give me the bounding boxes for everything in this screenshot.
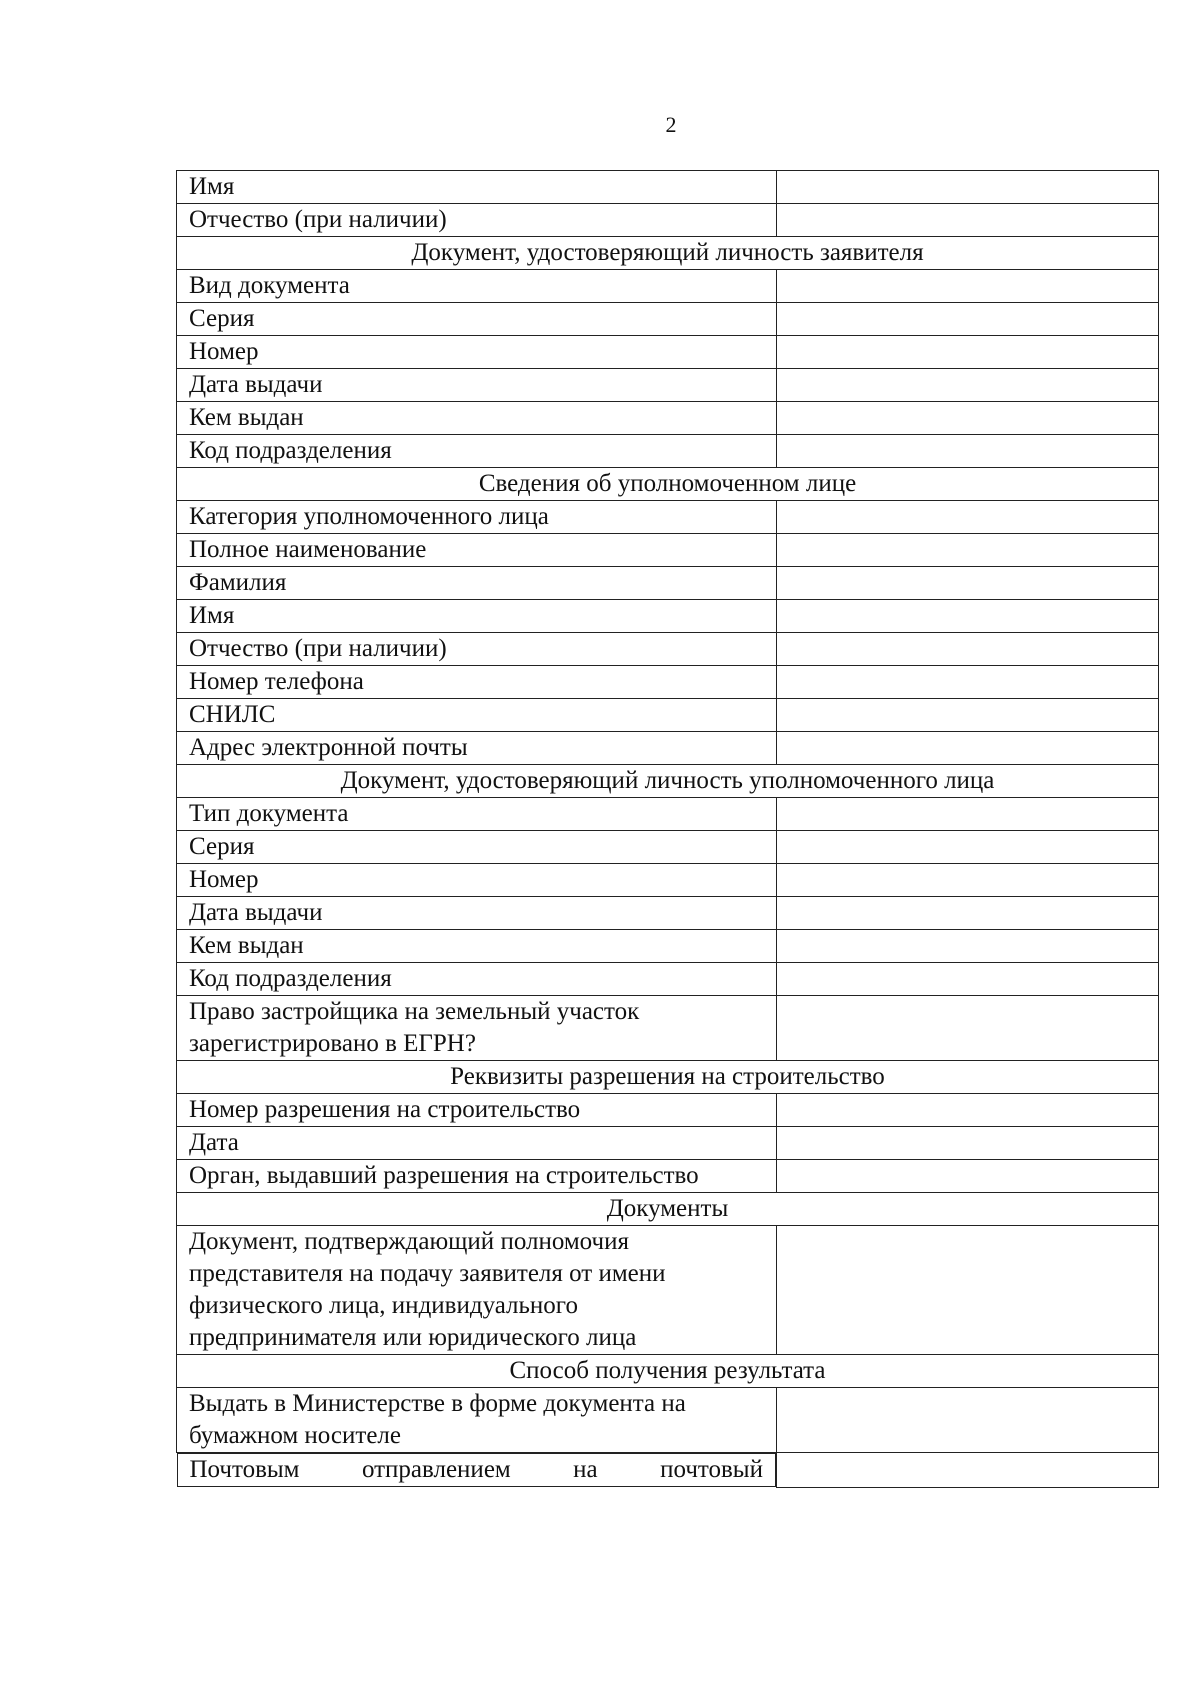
field-value-cell[interactable] — [777, 1226, 1159, 1355]
field-label: Имя — [177, 600, 777, 633]
field-value-cell[interactable] — [777, 897, 1159, 930]
field-label-word: почтовый — [660, 1456, 763, 1483]
field-value-cell[interactable] — [777, 699, 1159, 732]
page-number: 2 — [665, 112, 677, 137]
field-value-cell[interactable] — [777, 963, 1159, 996]
field-label: Документ, подтверждающий полномочия представителя на подачу заявителя от имени физического лица, индивидуального предпринимателя или юридического лица — [177, 1226, 777, 1355]
form-field-row — [177, 501, 1159, 534]
field-label: Код подразделения — [177, 435, 777, 468]
field-value-cell[interactable] — [777, 930, 1159, 963]
form-field-row — [177, 435, 1159, 468]
field-label-word: отправлением — [361, 1456, 511, 1483]
field-label: Кем выдан — [177, 402, 777, 435]
section-title: Способ получения результата — [177, 1355, 1159, 1388]
field-value-cell[interactable] — [777, 1160, 1159, 1193]
field-label: Выдать в Министерстве в форме документа на бумажном носителе — [177, 1388, 777, 1453]
field-value-cell[interactable] — [777, 1453, 1159, 1488]
field-value-cell[interactable] — [777, 666, 1159, 699]
field-label: Номер — [177, 864, 777, 897]
form-field-row — [177, 996, 1159, 1061]
field-label: Номер телефона — [177, 666, 777, 699]
field-value-cell[interactable] — [777, 303, 1159, 336]
field-label: Полное наименование — [177, 534, 777, 567]
section-title: Документ, удостоверяющий личность заявителя — [177, 237, 1159, 270]
field-value-cell[interactable] — [777, 204, 1159, 237]
form-field-row — [177, 402, 1159, 435]
field-value-cell[interactable] — [777, 435, 1159, 468]
form-field-row — [177, 1160, 1159, 1193]
form-field-row — [177, 600, 1159, 633]
form-field-row — [177, 567, 1159, 600]
form-field-row — [177, 1453, 1159, 1488]
section-title: Документы — [177, 1193, 1159, 1226]
form-field-row — [177, 666, 1159, 699]
field-value-cell[interactable] — [777, 864, 1159, 897]
field-value-cell[interactable] — [777, 633, 1159, 666]
form-field-row — [177, 369, 1159, 402]
application-form-table — [176, 170, 1159, 1488]
field-label: Код подразделения — [177, 963, 777, 996]
form-field-row — [177, 336, 1159, 369]
field-label: Кем выдан — [177, 930, 777, 963]
field-label: Дата выдачи — [177, 897, 777, 930]
field-value-cell[interactable] — [777, 798, 1159, 831]
field-label: Номер — [177, 336, 777, 369]
section-header-row — [177, 765, 1159, 798]
field-label-word: Почтовым — [189, 1456, 300, 1483]
field-value-cell[interactable] — [777, 336, 1159, 369]
form-field-row — [177, 831, 1159, 864]
field-label: Серия — [177, 303, 777, 336]
field-value-cell[interactable] — [777, 534, 1159, 567]
form-field-row — [177, 732, 1159, 765]
field-value-cell[interactable] — [777, 732, 1159, 765]
form-field-row — [177, 930, 1159, 963]
form-field-row — [177, 963, 1159, 996]
field-value-cell[interactable] — [777, 996, 1159, 1061]
field-label: Отчество (при наличии) — [177, 204, 777, 237]
field-value-cell[interactable] — [777, 1127, 1159, 1160]
field-value-cell[interactable] — [777, 831, 1159, 864]
field-label-word: на — [573, 1456, 598, 1483]
section-header-row — [177, 237, 1159, 270]
form-field-row — [177, 897, 1159, 930]
field-label: Имя — [177, 171, 777, 204]
field-label: Адрес электронной почты — [177, 732, 777, 765]
field-label: Орган, выдавший разрешения на строительство — [177, 1160, 777, 1193]
section-header-row — [177, 1061, 1159, 1094]
form-field-row — [177, 204, 1159, 237]
field-value-cell[interactable] — [777, 1388, 1159, 1453]
form-field-row — [177, 270, 1159, 303]
section-header-row — [177, 1193, 1159, 1226]
field-value-cell[interactable] — [777, 402, 1159, 435]
field-label: Отчество (при наличии) — [177, 633, 777, 666]
field-value-cell[interactable] — [777, 171, 1159, 204]
field-value-cell[interactable] — [777, 1094, 1159, 1127]
form-field-row — [177, 798, 1159, 831]
section-header-row — [177, 468, 1159, 501]
field-label: Дата — [177, 1127, 777, 1160]
form-field-row — [177, 171, 1159, 204]
section-title: Сведения об уполномоченном лице — [177, 468, 1159, 501]
field-label: Серия — [177, 831, 777, 864]
form-field-row — [177, 534, 1159, 567]
field-label: Фамилия — [177, 567, 777, 600]
form-field-row — [177, 1094, 1159, 1127]
section-title: Документ, удостоверяющий личность уполномоченного лица — [177, 765, 1159, 798]
form-field-row — [177, 1127, 1159, 1160]
field-label: Дата выдачи — [177, 369, 777, 402]
form-field-row — [177, 1388, 1159, 1453]
field-value-cell[interactable] — [777, 501, 1159, 534]
form-field-row — [177, 864, 1159, 897]
field-value-cell[interactable] — [777, 369, 1159, 402]
section-header-row — [177, 1355, 1159, 1388]
field-label: Тип документа — [177, 798, 777, 831]
form-field-row — [177, 699, 1159, 732]
field-value-cell[interactable] — [777, 270, 1159, 303]
field-label: СНИЛС — [177, 699, 777, 732]
section-title: Реквизиты разрешения на строительство — [177, 1061, 1159, 1094]
field-label: Вид документа — [177, 270, 777, 303]
field-value-cell[interactable] — [777, 567, 1159, 600]
field-label: Право застройщика на земельный участок зарегистрировано в ЕГРН? — [177, 996, 777, 1061]
field-label — [177, 1453, 777, 1487]
form-field-row — [177, 633, 1159, 666]
field-label: Категория уполномоченного лица — [177, 501, 777, 534]
form-field-row — [177, 1226, 1159, 1355]
form-field-row — [177, 303, 1159, 336]
field-label: Номер разрешения на строительство — [177, 1094, 777, 1127]
field-value-cell[interactable] — [777, 600, 1159, 633]
